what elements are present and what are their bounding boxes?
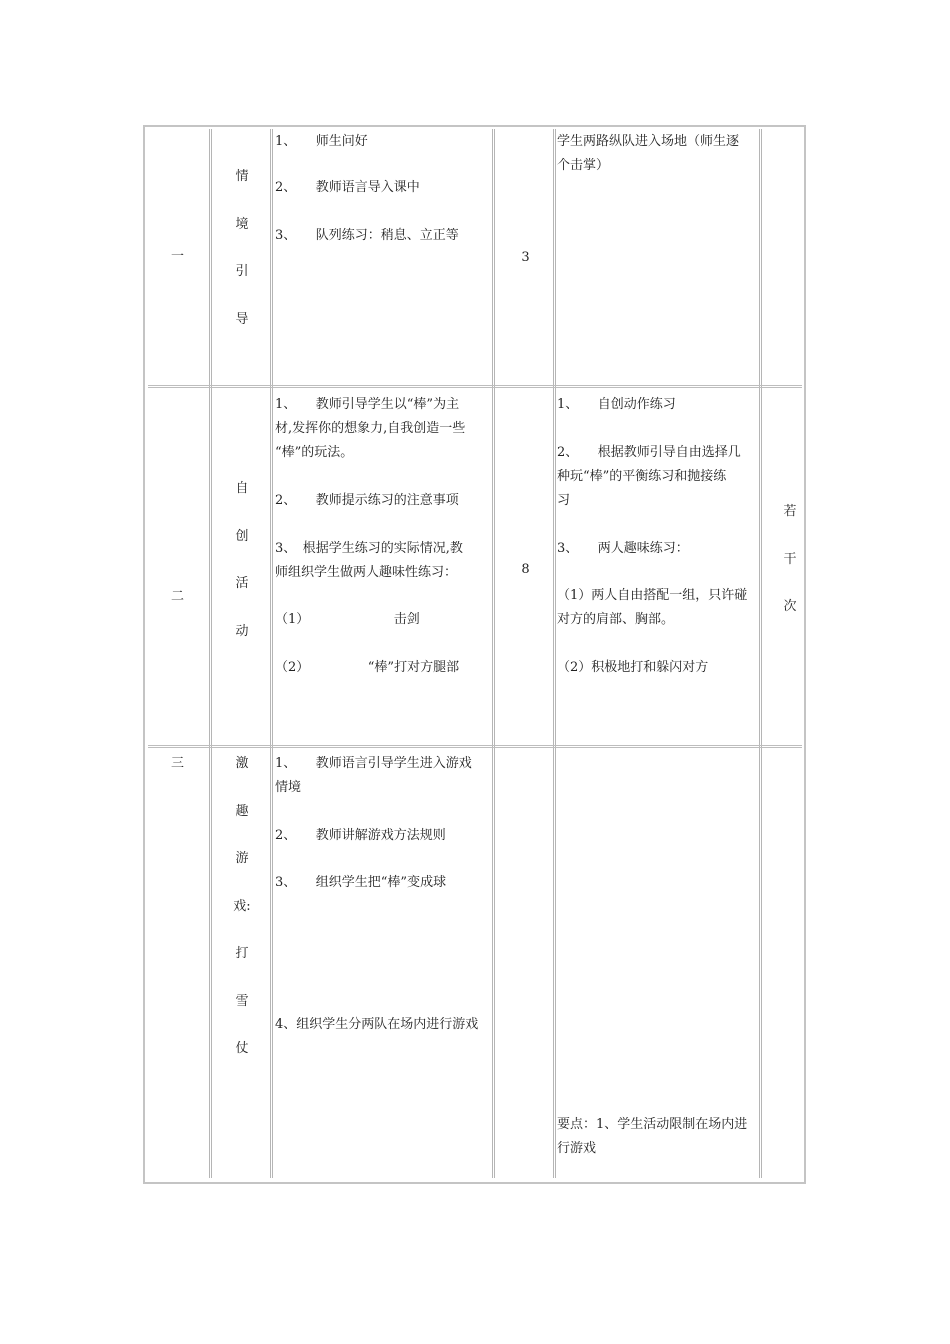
row-title: 激 趣 游 戏: 打 雪 仗 <box>233 756 251 1056</box>
student-line: 1、 自创动作练习 <box>557 397 676 412</box>
col-divider <box>553 129 556 1178</box>
content-line: （2） “棒”打对方腿部 <box>275 660 460 675</box>
time-value: 8 <box>521 562 530 577</box>
student-line: （1）两人自由搭配一组，只许碰 <box>557 588 748 603</box>
content-line: 1、 教师引导学生以“棒”为主 <box>275 397 460 412</box>
row-index: 三 <box>171 756 185 771</box>
student-line: 要点：1、学生活动限制在场内进 <box>557 1117 748 1132</box>
content-line: 4、组织学生分两队在场内进行游戏 <box>275 1017 479 1032</box>
row-index: 二 <box>171 589 185 604</box>
time-value: 3 <box>521 250 530 265</box>
row-index: 一 <box>171 249 185 264</box>
student-line: 个击掌） <box>557 158 610 173</box>
content-line: “棒”的玩法。 <box>275 445 354 460</box>
student-line: （2）积极地打和躲闪对方 <box>557 660 709 675</box>
content-line: 2、 教师讲解游戏方法规则 <box>275 828 446 843</box>
student-line: 对方的肩部、胸部。 <box>557 612 675 627</box>
content-line: 2、 教师提示练习的注意事项 <box>275 493 459 508</box>
content-line: 1、 教师语言引导学生进入游戏 <box>275 756 472 771</box>
content-line: 3、 队列练习：稍息、立正等 <box>275 228 459 243</box>
student-line: 习 <box>557 493 571 508</box>
content-line: 1、 师生问好 <box>275 134 368 149</box>
row-title: 自 创 活 动 <box>235 481 249 639</box>
student-line: 2、 根据教师引导自由选择几 <box>557 445 741 460</box>
content-line: 2、 教师语言导入课中 <box>275 180 420 195</box>
content-line: （1） 击剑 <box>275 612 420 627</box>
student-line: 3、 两人趣味练习： <box>557 541 689 556</box>
col-divider <box>209 129 212 1178</box>
content-line: 情境 <box>275 780 302 795</box>
row-title: 情 境 引 导 <box>235 169 249 327</box>
col-divider <box>270 129 273 1178</box>
content-line: 材,发挥你的想象力,自我创造一些 <box>275 421 466 436</box>
count-note: 若 干 次 <box>783 504 797 614</box>
student-line: 行游戏 <box>557 1141 597 1156</box>
content-line: 3、 根据学生练习的实际情况,教 <box>275 541 463 556</box>
student-line: 种玩“棒”的平衡练习和抛接练 <box>557 469 727 484</box>
col-divider <box>492 129 495 1178</box>
row-divider <box>148 385 802 388</box>
student-line: 学生两路纵队进入场地（师生逐 <box>557 134 740 149</box>
row-divider <box>148 745 802 748</box>
content-line: 师组织学生做两人趣味性练习： <box>275 565 458 580</box>
col-divider <box>759 129 762 1178</box>
content-line: 3、 组织学生把“棒”变成球 <box>275 875 447 890</box>
